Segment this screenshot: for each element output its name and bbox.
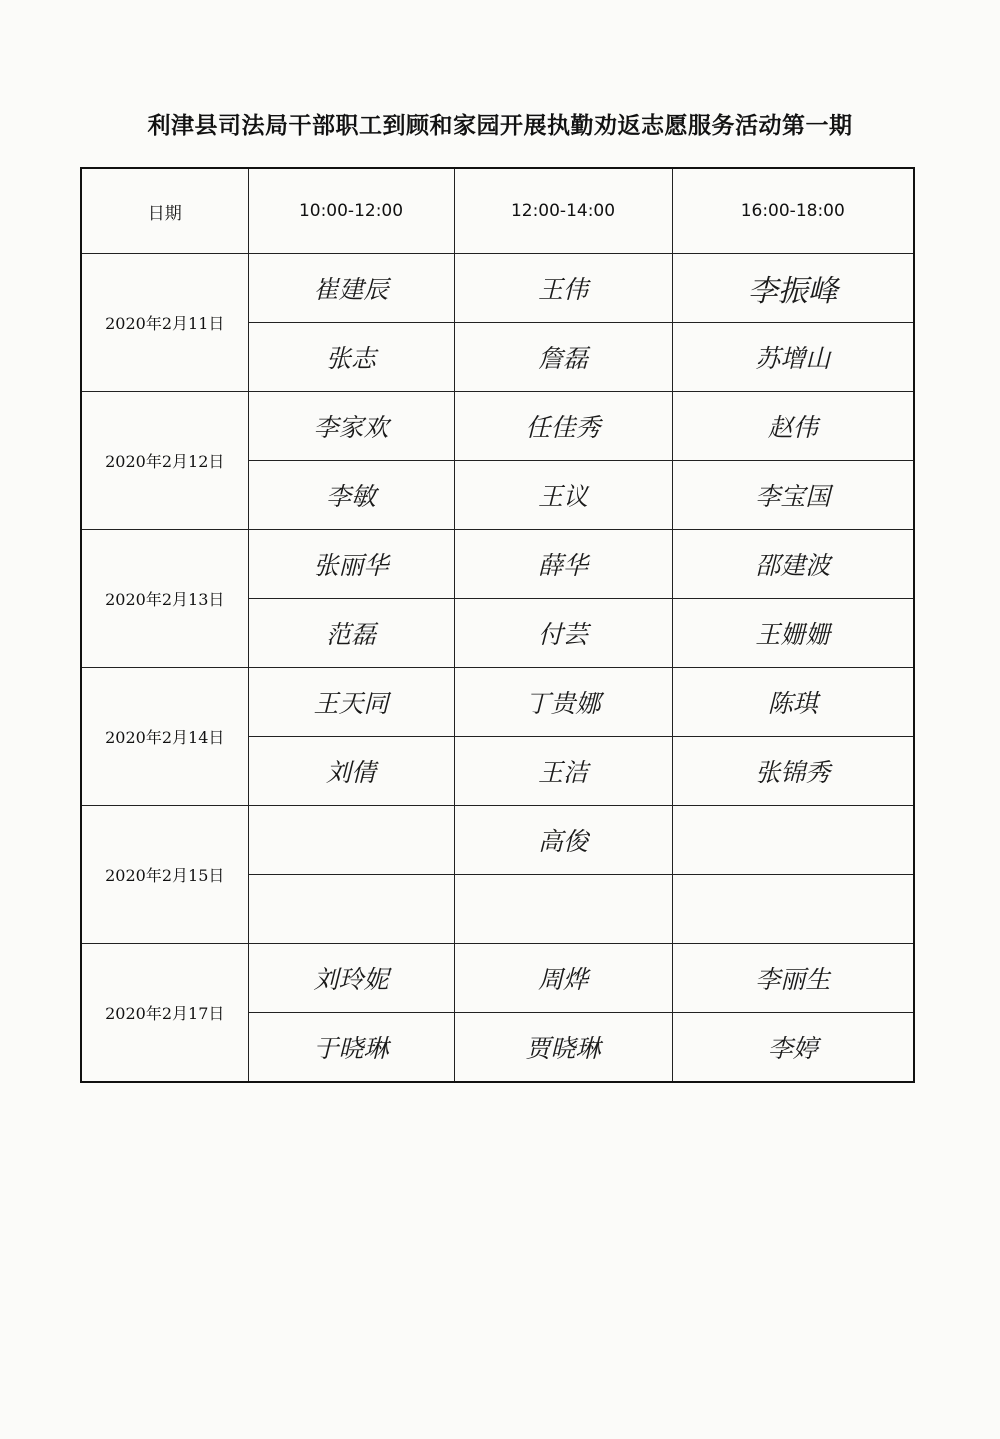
signature-cell [454, 323, 672, 392]
signature [673, 806, 914, 874]
date-cell: 2020年2月13日 [81, 530, 248, 668]
signature: 刘倩 [325, 758, 376, 787]
signature-cell [248, 806, 454, 875]
table-row [81, 944, 914, 1013]
signature-cell [454, 737, 672, 806]
signature-cell [672, 461, 914, 530]
date-cell: 2020年2月14日 [81, 668, 248, 806]
signature: 王姗姗 [755, 620, 831, 649]
signature-cell [454, 530, 672, 599]
signature: 张志 [325, 344, 376, 373]
signature: 任佳秀 [525, 413, 601, 442]
signature-cell [672, 806, 914, 875]
header-slot-2: 12:00-14:00 [454, 168, 672, 254]
signature: 丁贵娜 [525, 689, 601, 718]
header-row [81, 168, 914, 254]
date-cell: 2020年2月11日 [81, 254, 248, 392]
signature-cell [672, 944, 914, 1013]
signature-cell [672, 530, 914, 599]
signature [249, 806, 454, 874]
signature-cell [248, 944, 454, 1013]
signature: 薛华 [537, 551, 588, 580]
signature-cell [248, 875, 454, 944]
signature: 赵伟 [767, 413, 818, 442]
signature-cell [248, 392, 454, 461]
signature-cell [248, 461, 454, 530]
signature: 李婷 [767, 1034, 818, 1063]
signature: 陈琪 [767, 689, 818, 718]
signature: 周烨 [537, 965, 588, 994]
signature [673, 875, 914, 943]
table-row [81, 254, 914, 323]
signature-cell [672, 875, 914, 944]
signature: 詹磊 [537, 344, 588, 373]
signature-cell [454, 599, 672, 668]
signature: 刘玲妮 [313, 965, 389, 994]
date-cell: 2020年2月12日 [81, 392, 248, 530]
signature-cell [248, 254, 454, 323]
signature: 李丽生 [755, 965, 831, 994]
signature: 李敏 [325, 482, 376, 511]
signature-cell [248, 737, 454, 806]
duty-roster-table [80, 167, 915, 1083]
signature-cell [454, 944, 672, 1013]
signature-cell [672, 1013, 914, 1083]
signature: 张锦秀 [755, 758, 831, 787]
signature: 王伟 [537, 275, 588, 304]
signature: 李家欢 [313, 413, 389, 442]
signature-cell [672, 599, 914, 668]
signature [249, 875, 454, 943]
signature-cell [672, 737, 914, 806]
table-row [81, 530, 914, 599]
signature-cell [248, 323, 454, 392]
table-row [81, 392, 914, 461]
signature: 于晓琳 [313, 1034, 389, 1063]
signature-cell [454, 254, 672, 323]
document-title: 利津县司法局干部职工到顾和家园开展执勤劝返志愿服务活动第一期 [147, 112, 853, 139]
signature-cell [672, 392, 914, 461]
signature-cell [454, 806, 672, 875]
date-cell: 2020年2月17日 [81, 944, 248, 1083]
table-row [81, 806, 914, 875]
table-row [81, 668, 914, 737]
signature-cell [248, 1013, 454, 1083]
signature-cell [454, 392, 672, 461]
header-slot-3: 16:00-18:00 [672, 168, 914, 254]
signature: 王议 [537, 482, 588, 511]
signature: 王天同 [313, 689, 389, 718]
signature: 李振峰 [747, 274, 838, 309]
signature-cell [248, 530, 454, 599]
signature: 李宝国 [755, 482, 831, 511]
signature-cell [454, 461, 672, 530]
signature: 范磊 [325, 620, 376, 649]
signature-cell [672, 323, 914, 392]
signature-cell [454, 875, 672, 944]
signature: 高俊 [537, 827, 588, 856]
signature: 邵建波 [755, 551, 831, 580]
signature: 贾晓琳 [525, 1034, 601, 1063]
signature: 张丽华 [313, 551, 389, 580]
signature: 王洁 [537, 758, 588, 787]
signature: 崔建辰 [313, 275, 389, 304]
signature [455, 875, 672, 943]
date-cell: 2020年2月15日 [81, 806, 248, 944]
signature-cell [672, 668, 914, 737]
signature: 付芸 [537, 620, 588, 649]
signature-cell [248, 668, 454, 737]
signature-cell [454, 668, 672, 737]
signature: 苏增山 [755, 344, 831, 373]
signature-cell [672, 254, 914, 323]
header-date: 日期 [81, 168, 248, 254]
signature-cell [248, 599, 454, 668]
signature-cell [454, 1013, 672, 1083]
header-slot-1: 10:00-12:00 [248, 168, 454, 254]
